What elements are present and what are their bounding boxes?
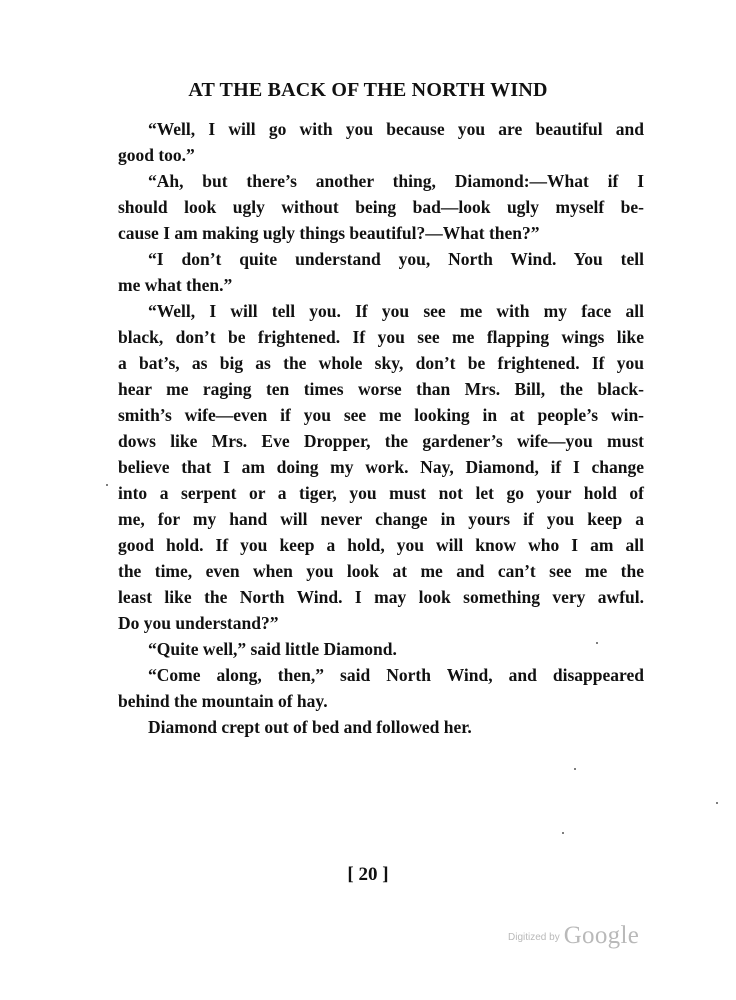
text-line: cause I am making ugly things beautiful?—What then?” bbox=[118, 223, 540, 243]
scan-speck bbox=[562, 832, 564, 834]
text-line: Diamond crept out of bed and followed her. bbox=[148, 717, 472, 737]
text-line: least like the North Wind. I may look something very awful. bbox=[118, 587, 644, 607]
text-line: black, don’t be frightened. If you see me flapping wings like bbox=[118, 327, 644, 347]
scan-speck bbox=[716, 802, 718, 804]
text-line: “Quite well,” said little Diamond. bbox=[148, 639, 397, 659]
google-logo: Google bbox=[563, 922, 640, 949]
text-line: behind the mountain of hay. bbox=[118, 691, 328, 711]
text-line: “Come along, then,” said North Wind, and disappeared bbox=[148, 665, 644, 685]
scan-speck bbox=[596, 642, 598, 644]
scan-speck bbox=[106, 484, 108, 486]
text-line: the time, even when you look at me and can’t see me the bbox=[118, 561, 644, 581]
text-line: me what then.” bbox=[118, 275, 233, 295]
watermark-prefix: Digitized by bbox=[508, 932, 560, 943]
digitized-by-google-watermark bbox=[508, 922, 658, 956]
text-line: hear me raging ten times worse than Mrs. Bill, the black- bbox=[118, 379, 644, 399]
text-line: Do you understand?” bbox=[118, 613, 279, 633]
text-line: into a serpent or a tiger, you must not let go your hold of bbox=[118, 483, 644, 503]
running-head: AT THE BACK OF THE NORTH WIND bbox=[188, 79, 548, 101]
text-line: good hold. If you keep a hold, you will know who I am all bbox=[118, 535, 644, 555]
text-line: believe that I am doing my work. Nay, Diamond, if I change bbox=[118, 457, 644, 477]
text-line: “I don’t quite understand you, North Wind. You tell bbox=[148, 249, 644, 269]
text-line: smith’s wife—even if you see me looking in at people’s win- bbox=[118, 405, 644, 425]
text-line: good too.” bbox=[118, 145, 195, 165]
body-text bbox=[118, 116, 644, 740]
text-line: “Well, I will tell you. If you see me with my face all bbox=[148, 301, 644, 321]
text-line: “Well, I will go with you because you are beautiful and bbox=[148, 119, 644, 139]
text-line: should look ugly without being bad—look ugly myself be- bbox=[118, 197, 644, 217]
text-line: me, for my hand will never change in yours if you keep a bbox=[118, 509, 644, 529]
scan-speck bbox=[574, 768, 576, 770]
text-line: dows like Mrs. Eve Dropper, the gardener’s wife—you must bbox=[118, 431, 644, 451]
text-line: “Ah, but there’s another thing, Diamond:—What if I bbox=[148, 171, 644, 191]
page-number: [ 20 ] bbox=[347, 864, 389, 885]
text-line: a bat’s, as big as the whole sky, don’t be frightened. If you bbox=[118, 353, 644, 373]
